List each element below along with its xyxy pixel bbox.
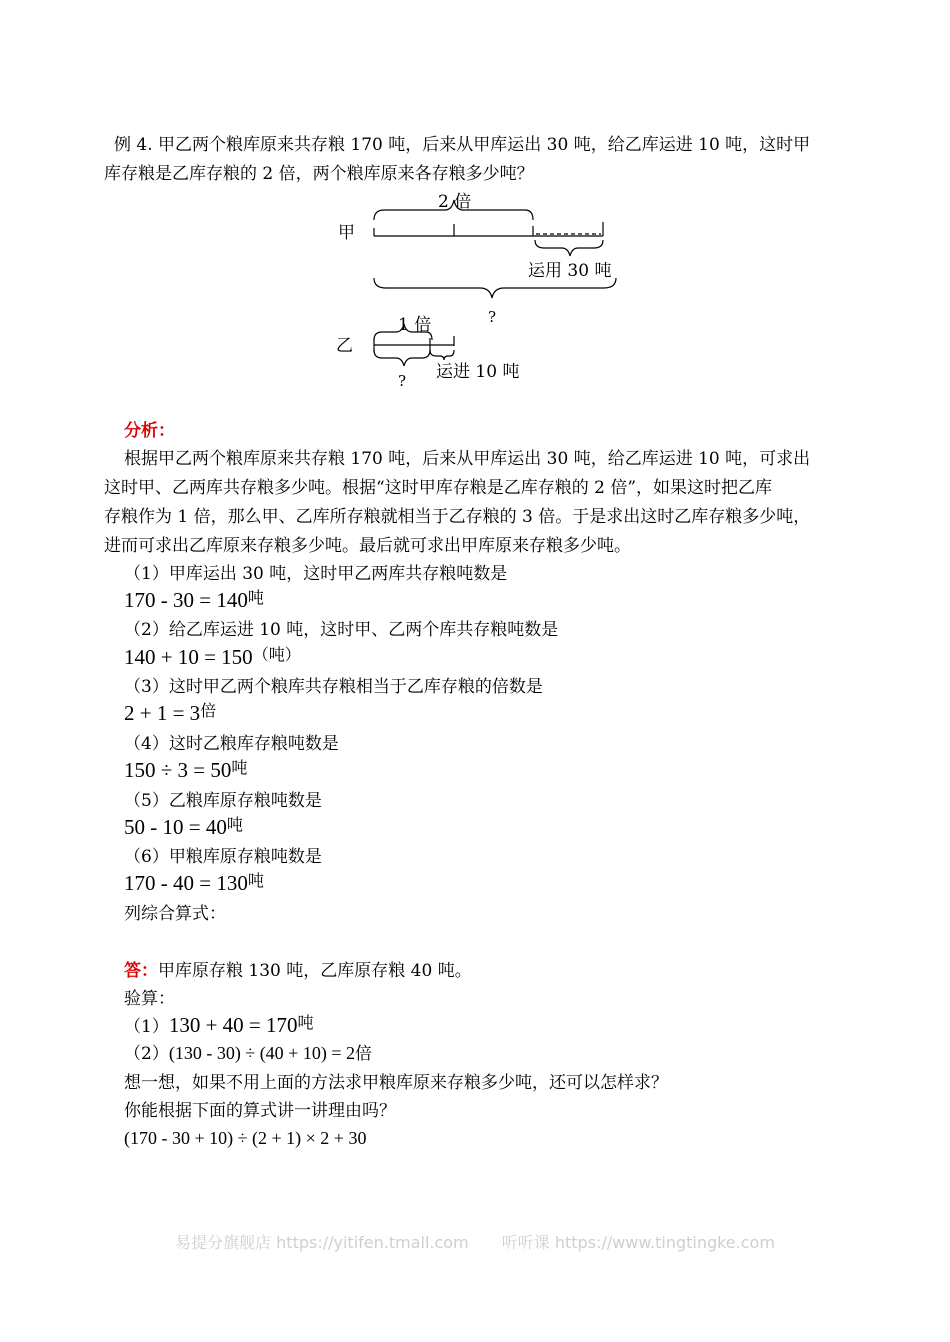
analysis-line-2: 这时甲、乙两库共存粮多少吨。根据“这时甲库存粮是乙库存粮的 2 倍”，如果这时把乙库 [104, 478, 773, 498]
think-question-1: 想一想，如果不用上面的方法求甲粮库原来存粮多少吨，还可以怎样求？ [124, 1073, 668, 1093]
analysis-line-4: 进而可求出乙库原来存粮多少吨。最后就可求出甲库原来存粮多少吨。 [104, 536, 631, 556]
step-2-expr: 140 + 10 = 150（吨） [124, 645, 301, 669]
question-total: ? [488, 308, 497, 326]
analysis-heading: 分析： [124, 421, 175, 441]
brace-out [535, 240, 603, 256]
jia-label: 甲 [338, 223, 355, 243]
think-expression: (170 - 30 + 10) ÷ (2 + 1) × 2 + 30 [124, 1128, 367, 1148]
step-6-expr: 170 - 40 = 130吨 [124, 871, 264, 895]
analysis-line-1: 根据甲乙两个粮库原来共存粮 170 吨，后来从甲库运出 30 吨，给乙库运进 10 吨，可求出 [124, 449, 811, 469]
line-segment-diagram [320, 188, 640, 398]
problem-line-1: 例 4. 甲乙两个粮库原来共存粮 170 吨，后来从甲库运出 30 吨，给乙库运进 10 吨，这时甲 [114, 135, 811, 155]
in-label: 运进 10 吨 [436, 362, 520, 382]
footer-right[interactable]: 听听课 https://www.tingtingke.com [501, 1233, 775, 1252]
brace-yi-original [374, 350, 430, 366]
brace-in [430, 350, 454, 360]
footer-left[interactable]: 易提分旗舰店 https://yitifen.tmall.com [175, 1233, 469, 1252]
step-4-label: （4）这时乙粮库存粮吨数是 [124, 734, 339, 754]
out-label: 运用 30 吨 [528, 261, 612, 281]
step-1-label: （1）甲库运出 30 吨，这时甲乙两库共存粮吨数是 [124, 564, 508, 584]
yi-label: 乙 [336, 336, 353, 356]
step-1-expr: 170 - 30 = 140吨 [124, 588, 264, 612]
step-6-label: （6）甲粮库原存粮吨数是 [124, 847, 322, 867]
check-title: 验算： [124, 989, 175, 1009]
answer: 答：甲库原存粮 130 吨，乙库原存粮 40 吨。 [124, 961, 472, 981]
check-1: （1）130 + 40 = 170吨 [124, 1013, 314, 1037]
footer-watermark [0, 1230, 950, 1253]
step-5-expr: 50 - 10 = 40吨 [124, 815, 243, 839]
analysis-line-3: 存粮作为 1 倍，那么甲、乙库所存粮就相当于乙存粮的 3 倍。于是求出这时乙库存粮多少吨， [104, 507, 811, 527]
combined-label: 列综合算式： [124, 904, 226, 924]
one-time-label: 1 倍 [398, 315, 432, 335]
check-2: （2）(130 - 30) ÷ (40 + 10) = 2倍 [124, 1043, 372, 1064]
problem-line-2: 库存粮是乙库存粮的 2 倍，两个粮库原来各存粮多少吨？ [104, 164, 534, 184]
step-3-label: （3）这时甲乙两个粮库共存粮相当于乙库存粮的倍数是 [124, 677, 543, 697]
step-2-label: （2）给乙库运进 10 吨，这时甲、乙两个库共存粮吨数是 [124, 620, 559, 640]
two-times-label: 2 倍 [438, 192, 472, 212]
question-yi: ? [398, 372, 407, 390]
step-4-expr: 150 ÷ 3 = 50吨 [124, 758, 248, 782]
step-5-label: （5）乙粮库原存粮吨数是 [124, 791, 322, 811]
brace-total [374, 278, 616, 298]
step-3-expr: 2 + 1 = 3倍 [124, 701, 217, 725]
think-question-2: 你能根据下面的算式讲一讲理由吗？ [124, 1101, 396, 1121]
